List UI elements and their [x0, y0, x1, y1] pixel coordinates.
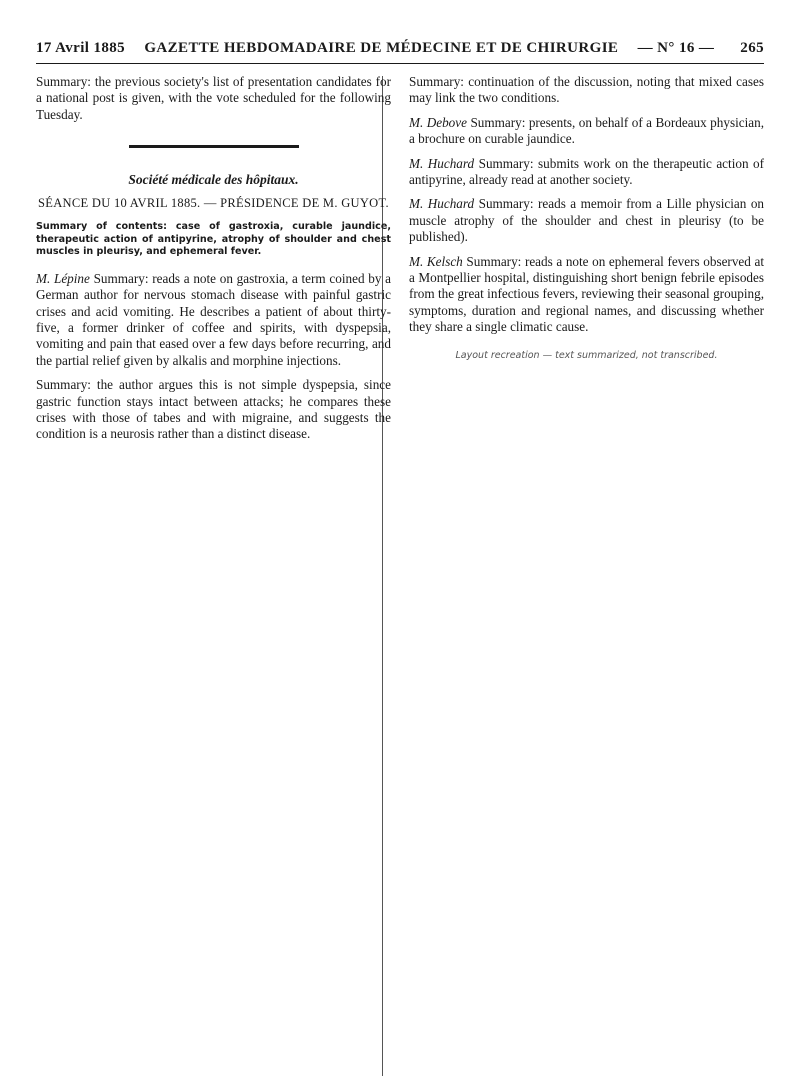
- page-number: 265: [740, 40, 764, 56]
- paragraph-text: Summary: reads a note on ephemeral fevers observed at a Montpellier hospital, distinguishing short benign febrile episodes from the great infectious fevers, reviewing their seasonal grouping, symptoms, duration and regional names, and discussing whether they share a single climatic cause.: [409, 253, 764, 335]
- right-intro-paragraph: Summary: continuation of the discussion, noting that mixed cases may link the two conditions.: [409, 74, 764, 106]
- speaker-name: M. Debove: [409, 114, 467, 130]
- speaker-name: M. Kelsch: [409, 253, 463, 269]
- debove-paragraph: [409, 115, 764, 148]
- speaker-name: M. Lépine: [36, 270, 90, 286]
- paragraph-text: Summary: reads a note on gastroxia, a term coined by a German author for nervous stomach disease with painful gastric crises and acid vomiting. He describes a patient of about thirty-five, a former drinker of coffee and spirits, with dyspepsia, vomiting and pain that eased over a few days before recurring, and the partial relief given by alkalis and morphine injections.: [36, 270, 391, 368]
- speaker-name: M. Huchard: [409, 196, 475, 212]
- right-column: [409, 74, 764, 1074]
- section-title: Société médicale des hôpitaux.: [128, 172, 299, 188]
- analysis-paragraph: Summary: the author argues this is not simple dyspepsia, since gastric function stays intact between attacks; he compares these crises with those of tabes and with migraine, and suggests the condition is a neurosis rather than a distinct disease.: [36, 377, 391, 442]
- left-column: [36, 74, 391, 1074]
- issue-date: 17 Avril 1885: [36, 40, 126, 56]
- huchard-paragraph-1: [409, 156, 764, 189]
- lepine-paragraph: [36, 271, 391, 369]
- huchard-paragraph-2: [409, 196, 764, 245]
- issue-number: — N° 16 —: [637, 40, 715, 56]
- journal-title: GAZETTE HEBDOMADAIRE DE MÉDECINE ET DE CHIRURGIE: [144, 40, 619, 56]
- section-separator: [129, 145, 299, 148]
- kelsch-paragraph: [409, 254, 764, 336]
- session-summary: Summary of contents: case of gastroxia, curable jaundice, therapeutic action of antipyrine, atrophy of shoulder and chest muscles in pleurisy, and ephemeral fever.: [36, 221, 391, 258]
- paragraph-text: Summary: presents, on behalf of a Bordeaux physician, a brochure on curable jaundice.: [409, 114, 765, 147]
- paragraph-text: Summary: submits work on the therapeutic action of antipyrine, already read at another society.: [409, 155, 764, 188]
- left-intro-paragraph: Summary: the previous society's list of presentation candidates for a national post is given, with the vote scheduled for the following Tuesday.: [36, 74, 391, 122]
- recreation-note: Layout recreation — text summarized, not transcribed.: [455, 349, 718, 361]
- article-columns: [36, 74, 764, 1074]
- running-header: [36, 40, 764, 64]
- speaker-name: M. Huchard: [409, 155, 475, 171]
- paragraph-text: Summary: reads a memoir from a Lille physician on muscle atrophy of the shoulder and chest in pleurisy (to be published).: [409, 196, 765, 245]
- session-line: SÉANCE DU 10 AVRIL 1885. — PRÉSIDENCE DE M. GUYOT.: [38, 196, 389, 211]
